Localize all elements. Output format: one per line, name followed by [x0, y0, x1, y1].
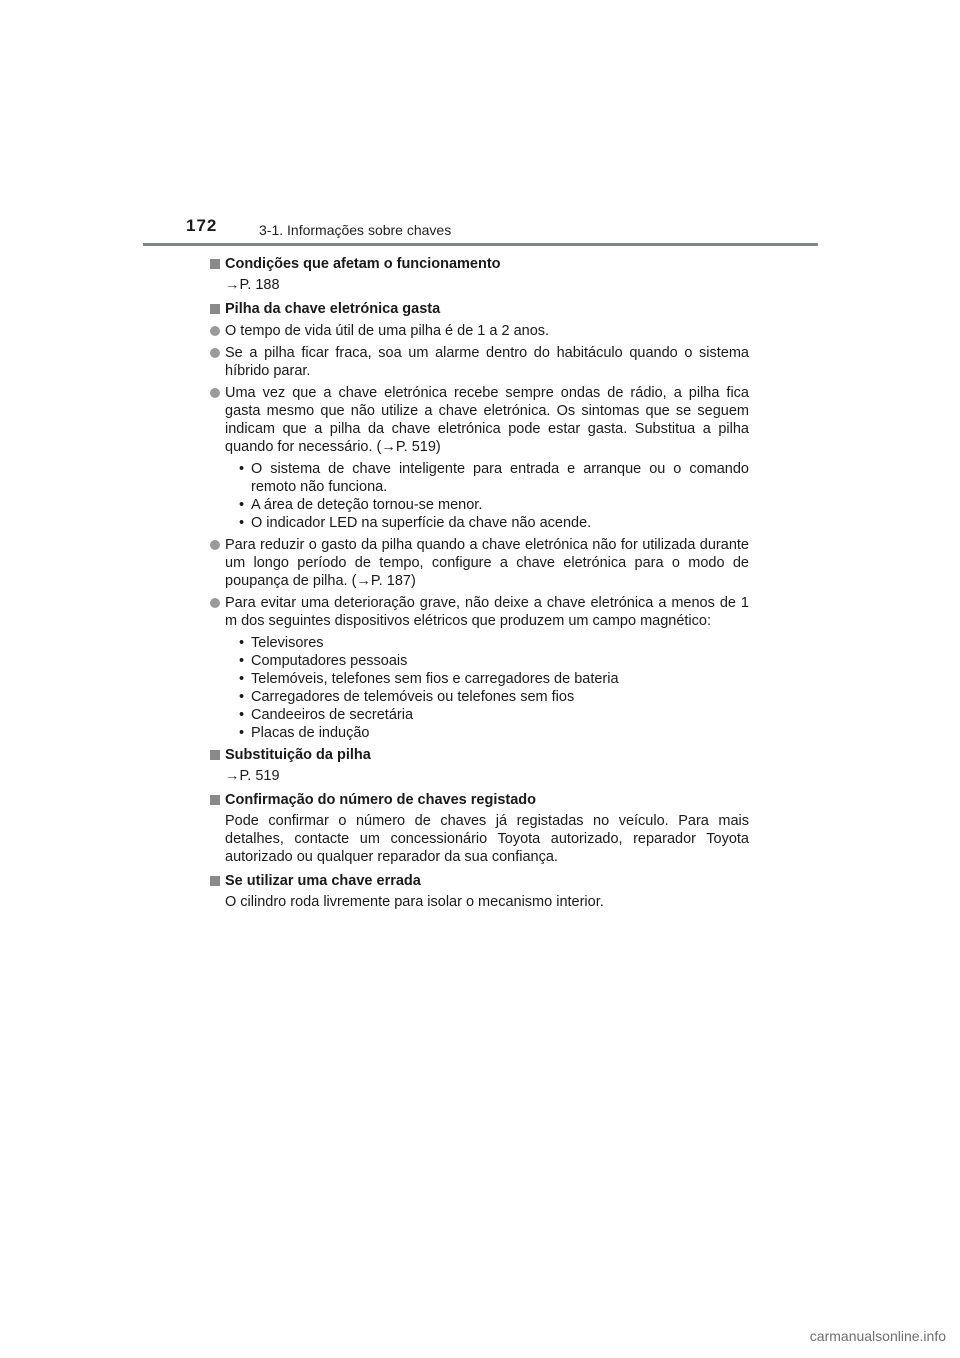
arrow-right-icon: → [225, 768, 240, 784]
square-bullet-icon [210, 876, 220, 886]
device-item: • Carregadores de telemóveis ou telefones sem fios [239, 689, 575, 705]
page-reference: →P. 188 [225, 277, 280, 293]
section-heading-key-count: Confirmação do número de chaves registado [209, 791, 749, 809]
device-item: • Candeeiros de secretária [239, 707, 414, 723]
page-content [209, 255, 749, 911]
section-title: 3-1. Informações sobre chaves [259, 222, 452, 238]
arrow-right-icon: → [225, 277, 240, 293]
device-item: • Placas de indução [239, 725, 370, 741]
section-heading-wrong-key: Se utilizar uma chave errada [209, 872, 749, 890]
circle-bullet-icon [210, 388, 220, 398]
device-item: • Computadores pessoais [239, 653, 408, 669]
page-header [0, 0, 960, 250]
page-reference: →P. 519 [225, 768, 280, 784]
square-bullet-icon [210, 750, 220, 760]
symptom-item: • O indicador LED na superfície da chave não acende. [239, 515, 592, 531]
square-bullet-icon [210, 304, 220, 314]
symptom-item: • A área de deteção tornou-se menor. [239, 497, 483, 513]
section-heading-battery: Pilha da chave eletrónica gasta [209, 300, 749, 318]
paragraph: O cilindro roda livremente para isolar o mecanismo interior. [225, 894, 604, 910]
paragraph: Pode confirmar o número de chaves já registadas no veículo. Para mais detalhes, contacte um concessionário Toyota autorizado, reparador Toyota autorizado ou qualquer reparador da sua confiança. [225, 813, 749, 865]
watermark[interactable]: carmanualsonline.info [809, 1328, 946, 1344]
section-heading-replacement: Substituição da pilha [209, 746, 749, 764]
square-bullet-icon [210, 259, 220, 269]
section-heading-conditions: Condições que afetam o funcionamento [209, 255, 749, 273]
device-item: • Televisores [239, 635, 324, 651]
list-item: Se a pilha ficar fraca, soa um alarme dentro do habitáculo quando o sistema híbrido parar. [209, 344, 749, 380]
circle-bullet-icon [210, 348, 220, 358]
list-item: Uma vez que a chave eletrónica recebe sempre ondas de rádio, a pilha fica gasta mesmo que não utilize a chave eletrónica. Os sintomas que se seguem indicam que a pilha da chave eletrónica pode estar gasta. Substitua a pilha quando for necessário. (→P. 519) [209, 384, 749, 456]
header-divider [143, 243, 818, 246]
square-bullet-icon [210, 795, 220, 805]
list-item: Para evitar uma deterioração grave, não deixe a chave eletrónica a menos de 1 m dos seguintes dispositivos elétricos que produzem um campo magnético: [209, 594, 749, 630]
list-item: O tempo de vida útil de uma pilha é de 1 a 2 anos. [209, 322, 749, 340]
list-item: Para reduzir o gasto da pilha quando a chave eletrónica não for utilizada durante um longo período de tempo, configure a chave eletrónica para o modo de poupança de pilha. (→P. 187) [209, 536, 749, 590]
circle-bullet-icon [210, 540, 220, 550]
circle-bullet-icon [210, 326, 220, 336]
symptom-item: • O sistema de chave inteligente para entrada e arranque ou o comando remoto não funciona. [239, 461, 749, 495]
circle-bullet-icon [210, 598, 220, 608]
device-item: • Telemóveis, telefones sem fios e carregadores de bateria [239, 671, 619, 687]
page-number: 172 [186, 216, 218, 235]
